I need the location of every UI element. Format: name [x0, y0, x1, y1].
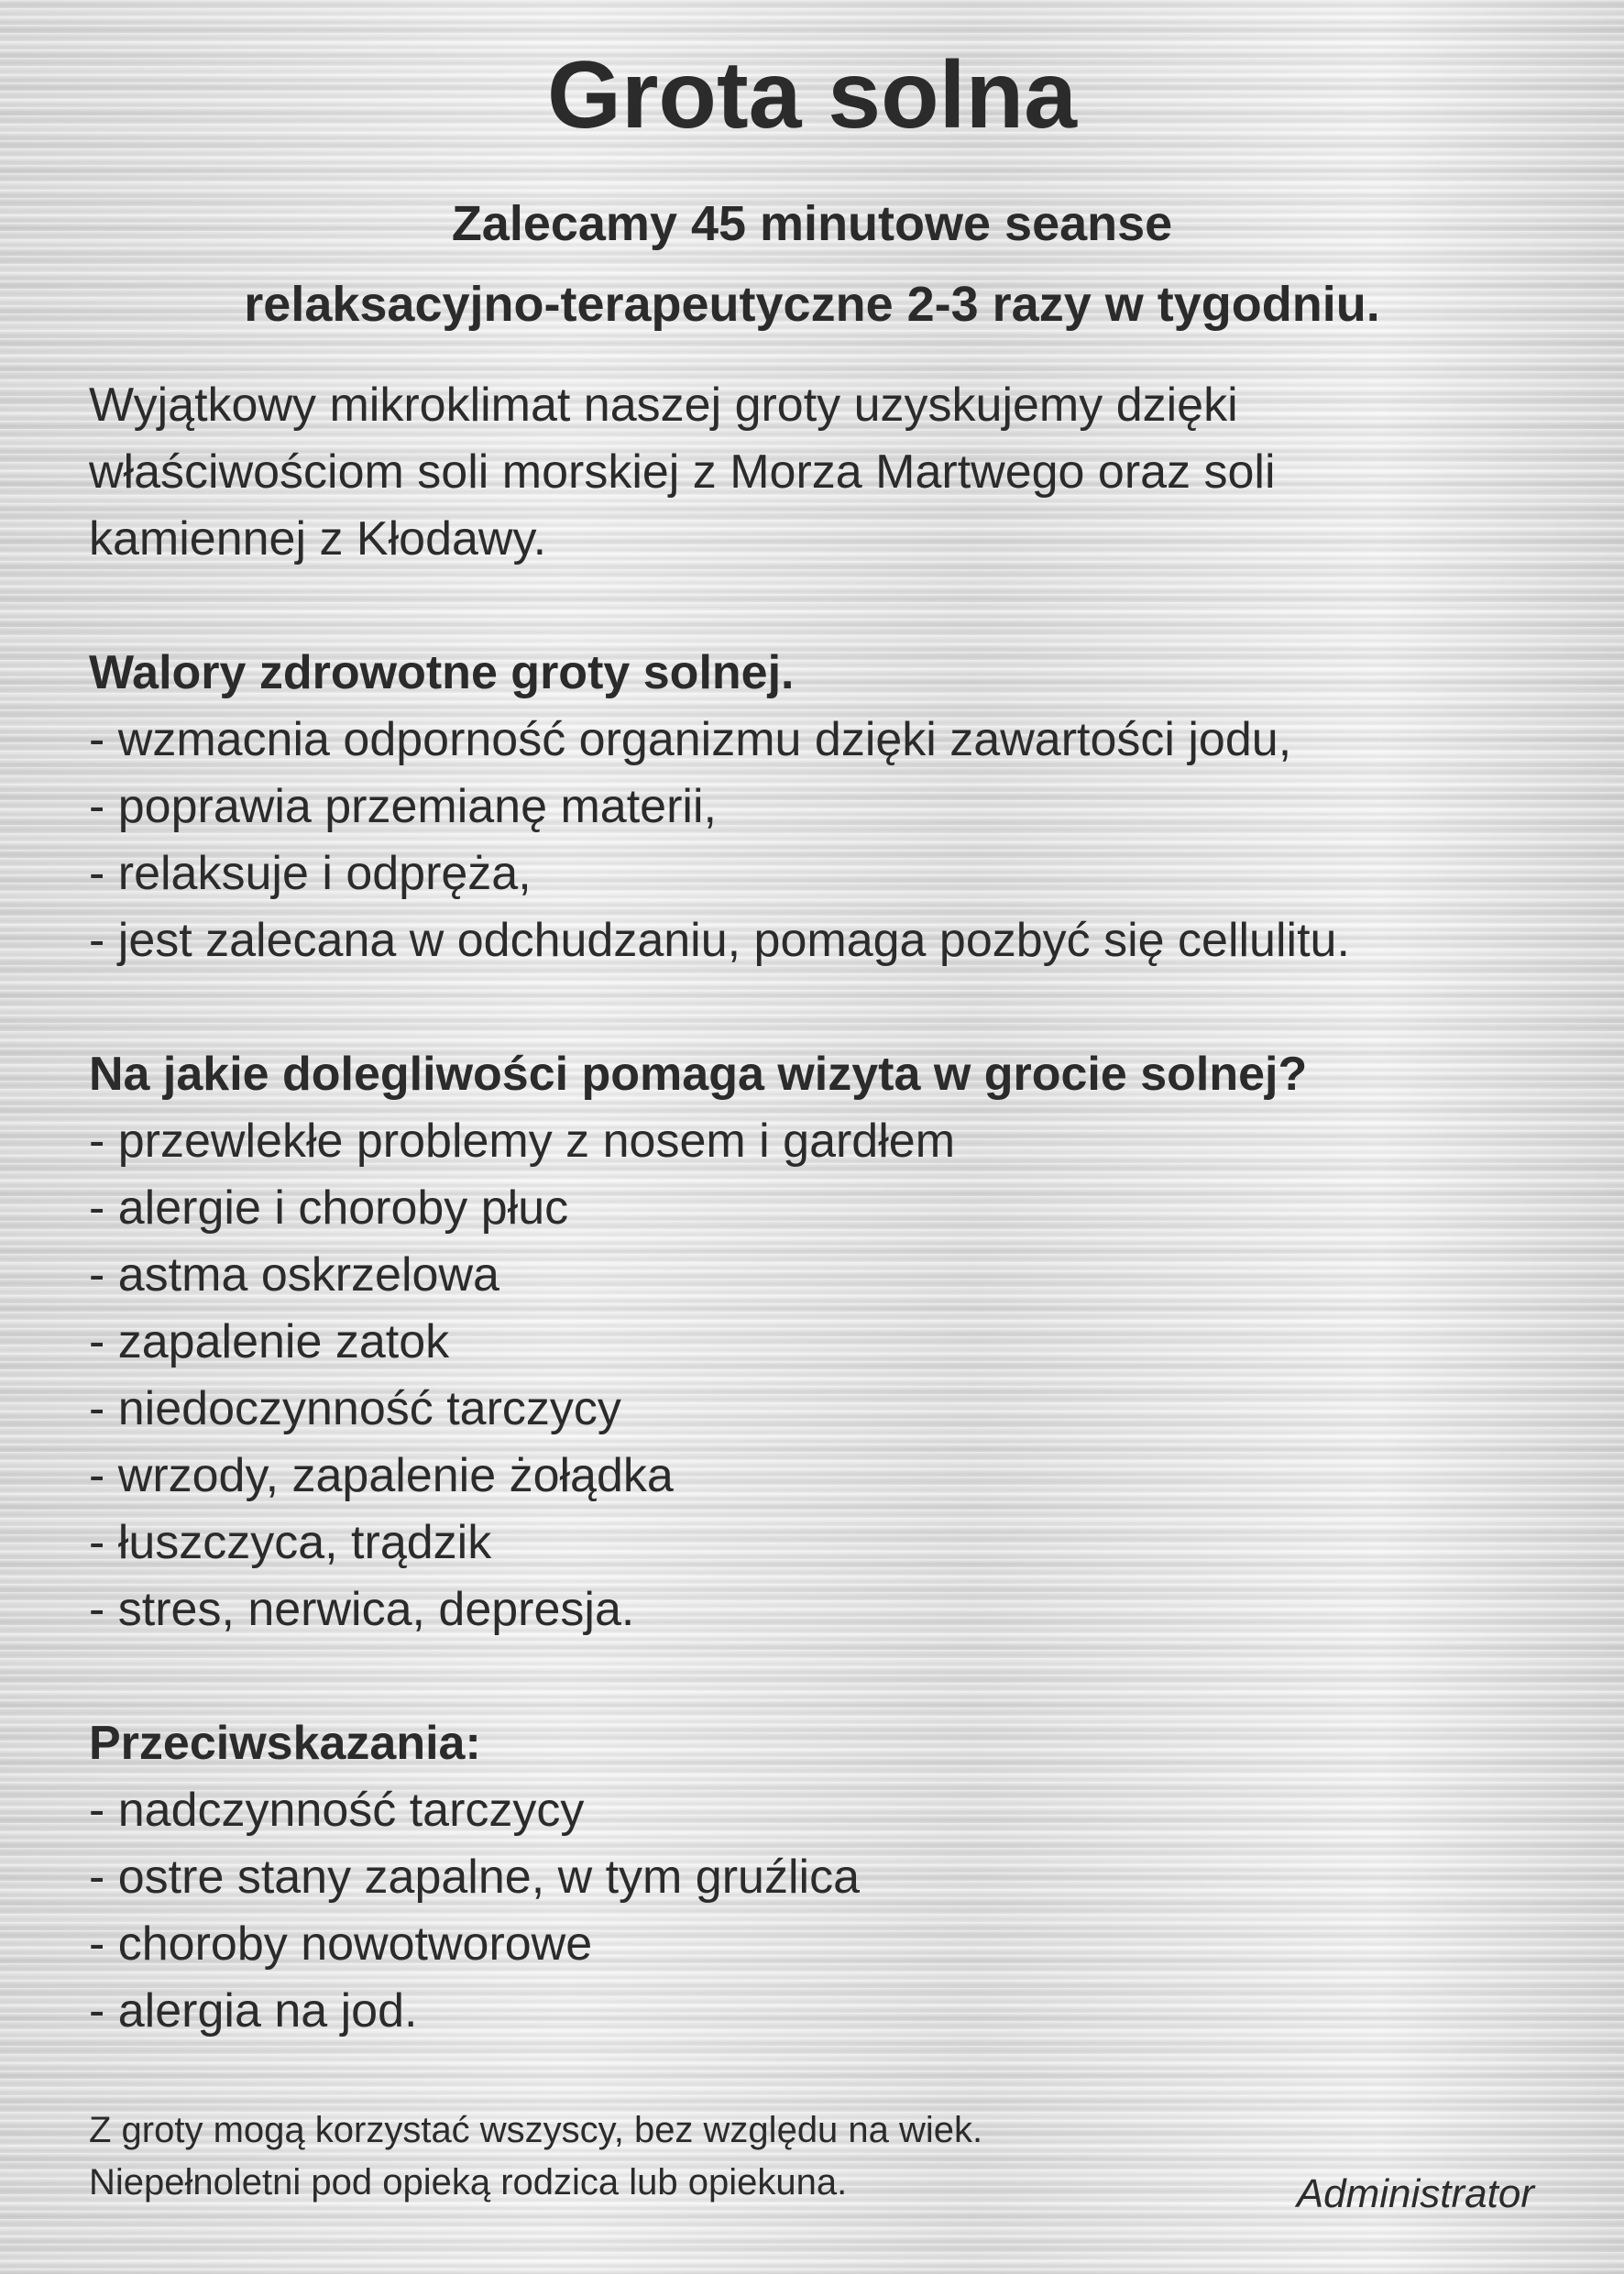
list-item: - choroby nowotworowe	[89, 1917, 593, 1971]
list-item: - nadczynność tarczycy	[89, 1784, 585, 1837]
list-item: - przewlekłe problemy z nosem i gardłem	[89, 1115, 956, 1168]
section-heading-contraindications: Przeciwskazania:	[89, 1717, 481, 1770]
list-item: - niedoczynność tarczycy	[89, 1382, 621, 1435]
page-title: Grota solna	[547, 42, 1077, 148]
subtitle-line-2: relaksacyjno-terapeutyczne 2-3 razy w tygodniu.	[244, 277, 1380, 332]
footer-line-1: Z groty mogą korzystać wszyscy, bez względu na wiek.	[89, 2110, 983, 2150]
list-item: - astma oskrzelowa	[89, 1248, 499, 1302]
health-benefits-list	[89, 707, 1574, 974]
list-item: - wrzody, zapalenie żołądka	[89, 1449, 674, 1502]
list-item: - relaksuje i odpręża,	[89, 847, 532, 900]
list-item: - łuszczyca, trądzik	[89, 1516, 492, 1569]
list-item: - alergia na jod.	[89, 1984, 418, 2038]
list-item: - stres, nerwica, depresja.	[89, 1583, 635, 1636]
list-item: - ostre stany zapalne, w tym gruźlica	[89, 1851, 860, 1904]
list-item: - zapalenie zatok	[89, 1315, 450, 1368]
subtitle-line-1: Zalecamy 45 minutowe seanse	[451, 196, 1173, 251]
footer-line-2: Niepełnoletni pod opieką rodzica lub opiekuna.	[89, 2162, 848, 2203]
section-health-benefits	[89, 640, 1574, 974]
recommendation-subtitle	[0, 183, 1624, 345]
section-heading-health-benefits: Walory zdrowotne groty solnej.	[89, 646, 795, 699]
section-ailments	[89, 1041, 1574, 1643]
list-item: - wzmacnia odporność organizmu dzięki zawartości jodu,	[89, 713, 1292, 766]
contraindications-list	[89, 1777, 1574, 2045]
intro-line-1: Wyjątkowy mikroklimat naszej groty uzyskujemy dzięki	[89, 379, 1238, 432]
intro-line-3: kamiennej z Kłodawy.	[89, 512, 547, 566]
section-heading-ailments: Na jakie dolegliwości pomaga wizyta w grocie solnej?	[89, 1048, 1308, 1101]
list-item: - alergie i choroby płuc	[89, 1181, 569, 1235]
section-contraindications	[89, 1710, 1574, 2045]
footer-note	[89, 2104, 982, 2209]
intro-line-2: właściwościom soli morskiej z Morza Martwego oraz soli	[89, 445, 1276, 499]
main-content	[89, 372, 1574, 2045]
intro-paragraph	[89, 372, 1574, 573]
ailments-list	[89, 1108, 1574, 1643]
list-item: - jest zalecana w odchudzaniu, pomaga pozbyć się cellulitu.	[89, 914, 1350, 967]
list-item: - poprawia przemianę materii,	[89, 780, 717, 833]
signature: Administrator	[1296, 2171, 1534, 2216]
